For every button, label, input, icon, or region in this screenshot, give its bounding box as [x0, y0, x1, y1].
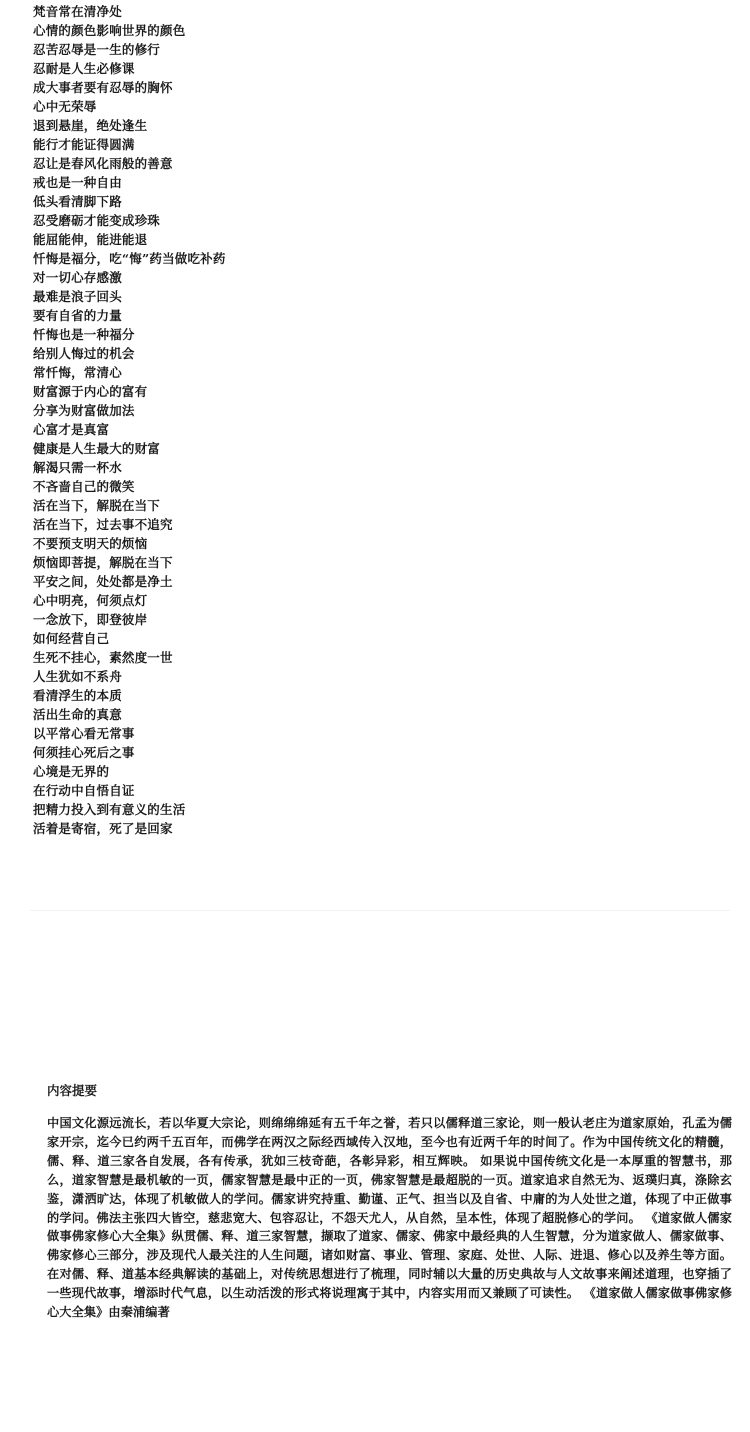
toc-item: 解渴只需一杯水 — [33, 460, 122, 475]
toc-item: 忏悔也是一种福分 — [33, 327, 135, 342]
table-of-contents — [33, 2, 723, 838]
toc-item: 戒也是一种自由 — [33, 175, 122, 190]
summary-heading: 内容提要 — [47, 1083, 98, 1098]
toc-item: 以平常心看无常事 — [33, 726, 135, 741]
toc-item: 能屈能伸，能进能退 — [33, 232, 148, 247]
toc-item: 退到悬崖，绝处逢生 — [33, 118, 148, 133]
toc-item: 心情的颜色影响世界的颜色 — [33, 23, 186, 38]
toc-item: 烦恼即菩提，解脱在当下 — [33, 555, 173, 570]
toc-item: 活出生命的真意 — [33, 707, 122, 722]
toc-item: 活在当下，解脱在当下 — [33, 498, 161, 513]
toc-item: 分享为财富做加法 — [33, 403, 135, 418]
toc-item: 看清浮生的本质 — [33, 688, 122, 703]
toc-item: 常忏悔，常清心 — [33, 365, 122, 380]
toc-item: 给别人悔过的机会 — [33, 346, 135, 361]
toc-item: 忏悔是福分，吃“悔”药当做吃补药 — [33, 251, 226, 266]
toc-item: 平安之间，处处都是净土 — [33, 574, 173, 589]
content-summary — [47, 1082, 732, 1322]
toc-item: 对一切心存感激 — [33, 270, 122, 285]
toc-item: 心境是无界的 — [33, 764, 110, 779]
toc-item: 生死不挂心，素然度一世 — [33, 650, 173, 665]
toc-item: 忍苦忍辱是一生的修行 — [33, 42, 161, 57]
toc-item: 心富才是真富 — [33, 422, 110, 437]
toc-item: 何须挂心死后之事 — [33, 745, 135, 760]
toc-item: 忍耐是人生必修课 — [33, 61, 135, 76]
toc-item: 健康是人生最大的财富 — [33, 441, 161, 456]
toc-item: 成大事者要有忍辱的胸怀 — [33, 80, 173, 95]
toc-item: 能行才能证得圆满 — [33, 137, 135, 152]
toc-item: 活在当下，过去事不追究 — [33, 517, 173, 532]
toc-item: 活着是寄宿，死了是回家 — [33, 821, 173, 836]
toc-item: 梵音常在清净处 — [33, 4, 122, 19]
toc-item: 要有自省的力量 — [33, 308, 122, 323]
toc-item: 把精力投入到有意义的生活 — [33, 802, 186, 817]
toc-item: 心中明亮，何须点灯 — [33, 593, 148, 608]
toc-item: 低头看清脚下路 — [33, 194, 122, 209]
toc-item: 忍让是春风化雨般的善意 — [33, 156, 173, 171]
toc-item: 人生犹如不系舟 — [33, 669, 122, 684]
toc-item: 不要预支明天的烦恼 — [33, 536, 148, 551]
toc-item: 财富源于内心的富有 — [33, 384, 148, 399]
toc-item: 不吝啬自己的微笑 — [33, 479, 135, 494]
toc-item: 在行动中自悟自证 — [33, 783, 135, 798]
toc-item: 忍受磨砺才能变成珍珠 — [33, 213, 161, 228]
divider — [30, 910, 730, 911]
toc-item: 最难是浪子回头 — [33, 289, 122, 304]
toc-item: 如何经营自己 — [33, 631, 110, 646]
summary-body: 中国文化源远流长，若以华夏大宗论，则绵绵绵延有五千年之誉，若只以儒释道三家论，则一般认老庄为道家原始，孔孟为儒家开宗，迄今已约两千五百年，而佛学在两汉之际经西域传入汉地，至今也有近两千年的时间了。作为中国传统文化的精髓，儒、释、道三家各自发展，各有传承，犹如三枝奇葩，各彰异彩，相互辉映。 如果说中国传统文化是一本厚重的智慧书，那么，道家智慧是最机敏的一页，儒家智慧是最中正的一页，佛家智慧是最超脱的一页。道家追求自然无为、返璞归真，涤除玄鉴，潇洒旷达，体现了机敏做人的学问。儒家讲究持重、勤谨、正气、担当以及自省、中庸的为人处世之道，体现了中正做事的学问。佛法主张四大皆空，慈悲宽大、包容忍让，不怨天尤人，从自然，呈本性，体现了超脱修心的学问。 《道家做人儒家做事佛家修心大全集》纵贯儒、释、道三家智慧，撷取了道家、儒家、佛家中最经典的人生智慧，分为道家做人、儒家做事、佛家修心三部分，涉及现代人最关注的人生问题，诸如财富、事业、管理、家庭、处世、人际、进退、修心以及养生等方面。在对儒、释、道基本经典解读的基础上，对传统思想进行了梳理，同时辅以大量的历史典故与人文故事来阐述道理，也穿插了一些现代故事，增添时代气息，以生动活泼的形式将说理寓于其中，内容实用而又兼顾了可读性。 《道家做人儒家做事佛家修心大全集》由秦浦编著 — [47, 1116, 732, 1320]
toc-item: 心中无荣辱 — [33, 99, 97, 114]
toc-item: 一念放下，即登彼岸 — [33, 612, 148, 627]
